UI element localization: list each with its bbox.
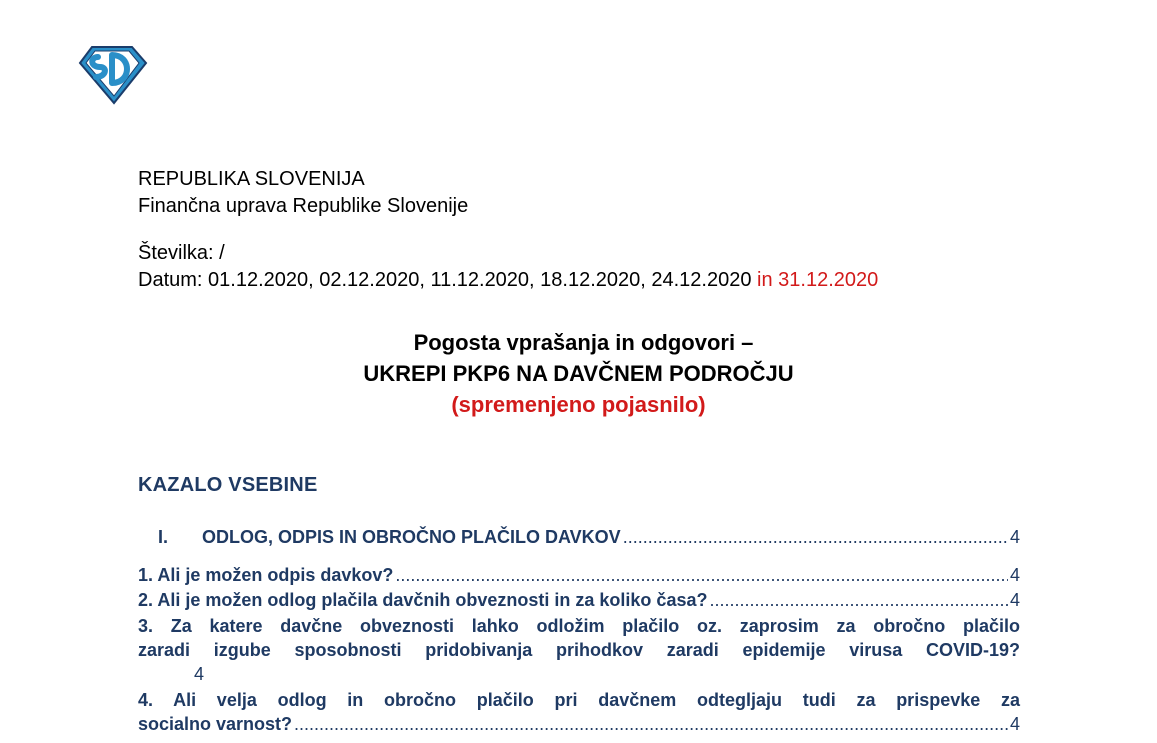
document-number: Številka: /: [138, 242, 225, 264]
toc-page-number: 4: [1009, 590, 1020, 610]
org-name: REPUBLIKA SLOVENIJA: [138, 168, 365, 190]
date-latest: in 31.12.2020: [751, 269, 879, 291]
toc-item-label-line-1: 4. Ali velja odlog in obročno plačilo pri davčnem odtegljaju tudi za prispevke za: [138, 690, 1020, 710]
toc-section-number: I.: [158, 527, 169, 547]
toc-item-link[interactable]: [138, 688, 1020, 736]
toc-section-label: ODLOG, ODPIS IN OBROČNO PLAČILO DAVKOV: [202, 527, 621, 547]
toc-page-number: 4: [1009, 714, 1020, 734]
toc-page-number: 4: [194, 664, 205, 684]
title-line-2: UKREPI PKP6 NA DAVČNEM PODROČJU: [363, 361, 794, 386]
title-line-1: Pogosta vprašanja in odgovori –: [413, 330, 754, 355]
document-header: [138, 166, 878, 294]
toc-item-label: 2. Ali je možen odlog plačila davčnih obveznosti in za koliko časa?: [138, 590, 708, 610]
toc-item-label-line-2: socialno varnost?: [138, 714, 293, 734]
document-title: [0, 327, 1157, 420]
toc-section-link[interactable]: [138, 527, 1020, 548]
toc-page-number: 4: [1009, 527, 1020, 547]
toc-item-link[interactable]: [138, 590, 1020, 611]
date-list: Datum: 01.12.2020, 02.12.2020, 11.12.2020, 18.12.2020, 24.12.2020: [138, 269, 752, 291]
fu-logo-icon: [76, 43, 148, 105]
toc-item-link[interactable]: [138, 565, 1020, 586]
toc-item-label-line-2: zaradi izgube sposobnosti pridobivanja prihodkov zaradi epidemije virusa COVID-19?: [138, 640, 1020, 660]
title-line-3: (spremenjeno pojasnilo): [451, 392, 706, 417]
toc-item-label: 1. Ali je možen odpis davkov?: [138, 565, 394, 585]
toc-heading: KAZALO VSEBINE: [138, 474, 318, 496]
document-date: [138, 267, 878, 294]
org-subname: Finančna uprava Republike Slovenije: [138, 195, 469, 217]
toc-page-number: 4: [1009, 565, 1020, 585]
toc-item-label-line-1: 3. Za katere davčne obveznosti lahko odložim plačilo oz. zaprosim za obročno plačilo: [138, 616, 1020, 636]
toc-item-link[interactable]: [138, 614, 1020, 686]
